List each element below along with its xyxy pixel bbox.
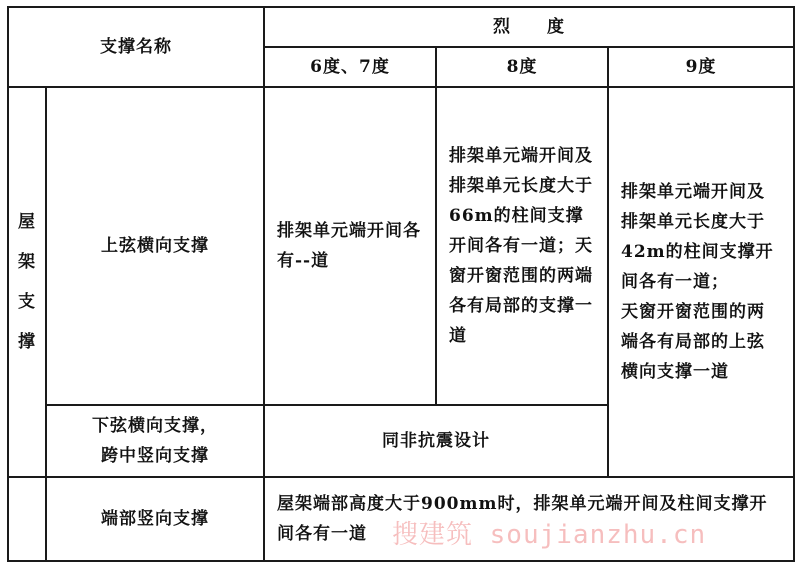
seismic-bracing-table <box>7 6 795 562</box>
row-upper-chord-name: 上弦横向支撑 <box>46 87 264 405</box>
row-upper-chord-degree-6-7: 排架单元端开间各有--道 <box>264 87 436 405</box>
group-label-char: 撑 <box>18 332 36 352</box>
header-degree-8: 8度 <box>436 47 608 87</box>
group-label-char: 支 <box>18 292 36 312</box>
row-upper-chord-degree-9 <box>608 87 794 477</box>
header-degree-6-7: 6度、7度 <box>264 47 436 87</box>
lower-chord-name-line-2: 跨中竖向支撑 <box>101 446 209 466</box>
row-end-vertical-value: 屋架端部高度大于900mm时，排架单元端开间及柱间支撑开间各有一道 <box>264 477 794 561</box>
group-label-char: 架 <box>18 252 36 272</box>
watermark: 搜建筑 soujianzhu.cn <box>392 520 707 550</box>
group-label-char: 屋 <box>18 212 36 232</box>
lower-chord-name-line-1: 下弦横向支撑， <box>92 416 218 436</box>
row-lower-chord-degree-6-8: 同非抗震设计 <box>264 405 608 477</box>
row-lower-chord-name <box>46 405 264 477</box>
group-label-roof-truss-bracing <box>8 87 46 477</box>
header-intensity: 烈 度 <box>264 7 794 47</box>
header-bracing-name: 支撑名称 <box>8 7 264 87</box>
row-upper-chord-degree-8: 排架单元端开间及排架单元长度大于66m的柱间支撑开间各有一道；天窗开窗范围的两端各有局部的支撑一道 <box>436 87 608 405</box>
header-degree-9: 9度 <box>608 47 794 87</box>
degree-9-paragraph-1: 排架单元端开间及排架单元长度大于42m的柱间支撑开间各有一道； <box>621 182 774 292</box>
row-end-vertical-blank <box>8 477 46 561</box>
degree-9-paragraph-2: 天窗开窗范围的两端各有局部的上弦横向支撑一道 <box>621 302 765 382</box>
row-end-vertical-name: 端部竖向支撑 <box>46 477 264 561</box>
